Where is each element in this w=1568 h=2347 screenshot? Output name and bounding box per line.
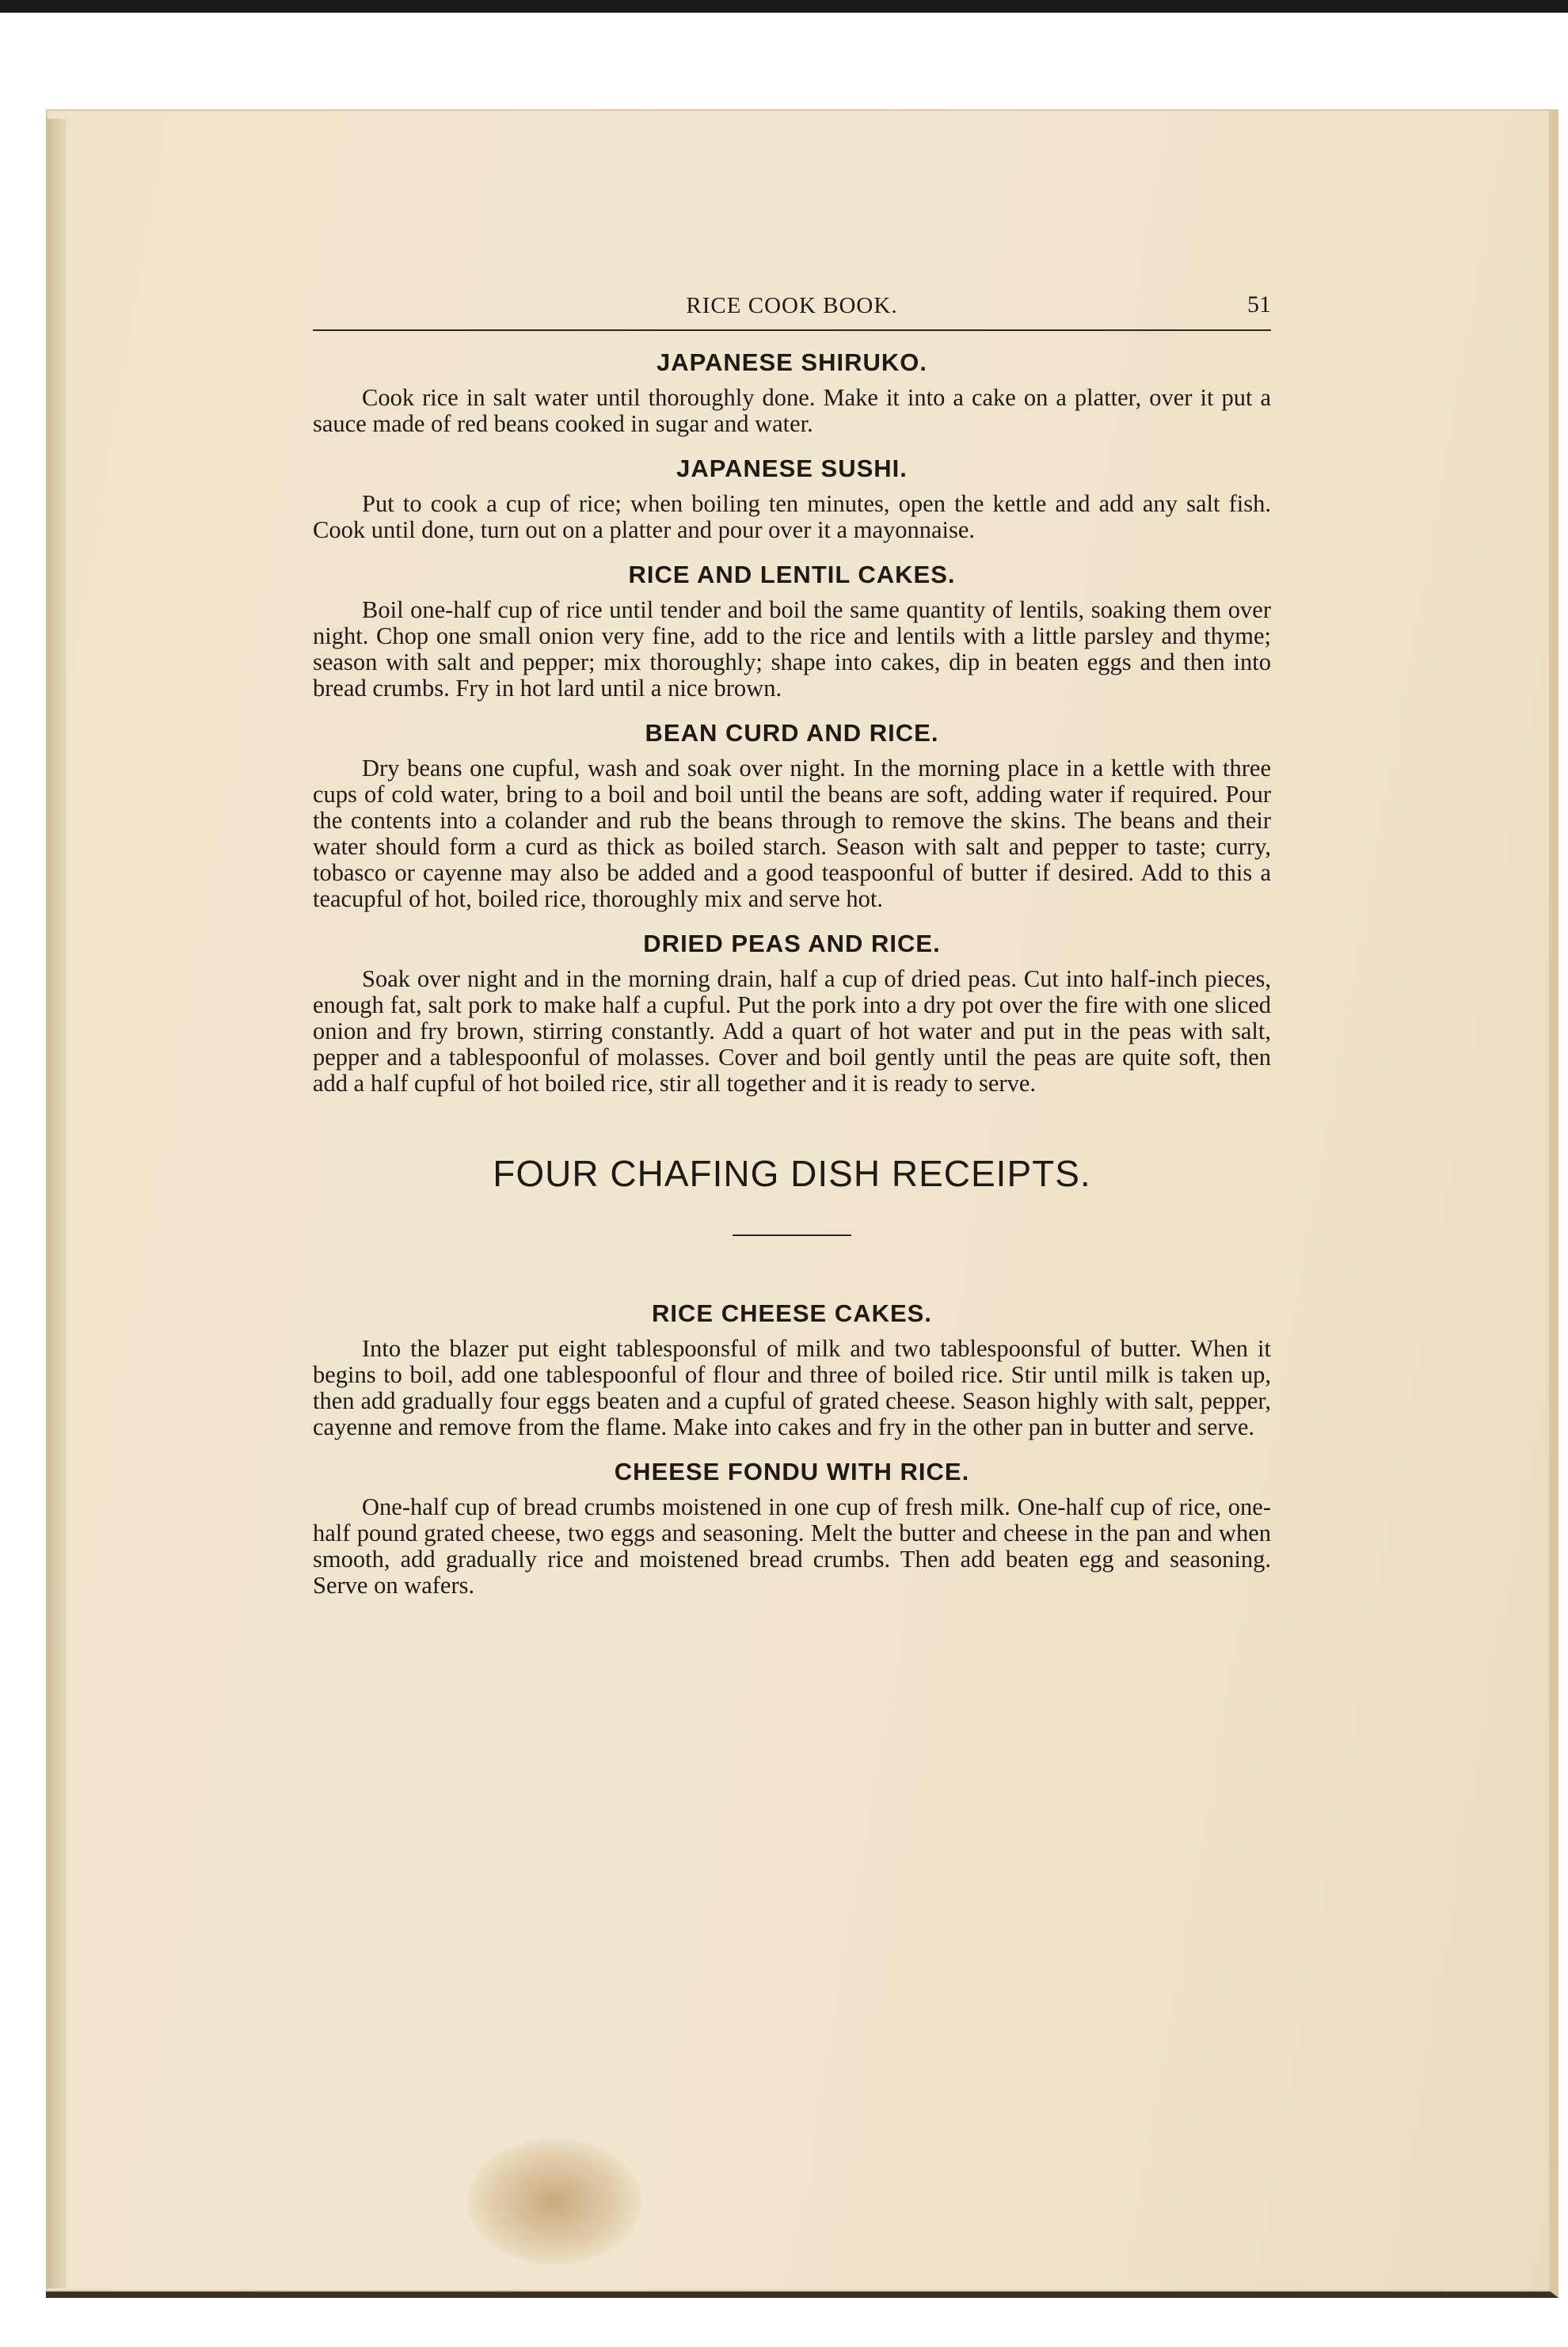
running-title: RICE COOK BOOK.	[686, 293, 898, 318]
recipe-text: Into the blazer put eight tablespoonsful of milk and two tablespoonsful of butter. When it begins to boil, add one tablespoonful of flour and three of boiled rice. Stir until milk is taken up, then add gradually four eggs beaten and a cupful of grated cheese. Season highly with salt, pepper, cayenne and remove from the flame. Make into cakes and fry in the other pan in butter and serve.	[313, 1335, 1271, 1440]
running-header	[313, 285, 1271, 331]
recipe-title: DRIED PEAS AND RICE.	[643, 930, 941, 957]
page-spine	[46, 119, 67, 2288]
page-number: 51	[1247, 291, 1271, 318]
page-content	[313, 285, 1271, 1599]
recipe	[313, 719, 1271, 912]
recipe-title: JAPANESE SUSHI.	[676, 455, 908, 482]
recipe-title: CHEESE FONDU WITH RICE.	[614, 1458, 970, 1485]
recipe-text: Put to cook a cup of rice; when boiling ten minutes, open the kettle and add any salt fish. Cook until done, turn out on a platter and pour over it a mayonnaise.	[313, 490, 1271, 543]
recipe-title: RICE CHEESE CAKES.	[652, 1299, 932, 1327]
recipe-text: Boil one-half cup of rice until tender and boil the same quantity of lentils, soaking them over night. Chop one small onion very fine, add to the rice and lentils with a little parsley and thyme; season with salt and pepper; mix thoroughly; shape into cakes, dip in beaten eggs and then into bread crumbs. Fry in hot lard until a nice brown.	[313, 596, 1271, 702]
recipe-text: Dry beans one cupful, wash and soak over night. In the morning place in a kettle with three cups of cold water, bring to a boil and boil until the beans are soft, adding water if required. Pour the contents into a colander and rub the beans through to remove the skins. The beans and their water should form a curd as thick as boiled starch. Season with salt and pepper to taste; curry, tobasco or cayenne may also be added and a good teaspoonful of butter if desired. Add to this a teacupful of hot, boiled rice, thoroughly mix and serve hot.	[313, 755, 1271, 912]
recipe	[313, 1458, 1271, 1599]
scan-top-edge	[0, 0, 1568, 13]
recipe-text: One-half cup of bread crumbs moistened in one cup of fresh milk. One-half cup of rice, one-half pound grated cheese, two eggs and seasoning. Melt the butter and cheese in the pan and when smooth, add gradually rice and moistened bread crumbs. Then add beaten egg and seasoning. Serve on wafers.	[313, 1493, 1271, 1599]
recipe-text: Soak over night and in the morning drain, half a cup of dried peas. Cut into half-inch pieces, enough fat, salt pork to make half a cupful. Put the pork into a dry pot over the fire with one sliced onion and fry brown, stirring constantly. Add a quart of hot water and put in the peas with salt, pepper and a tablespoonful of molasses. Cover and boil gently until the peas are quite soft, then add a half cupful of hot boiled rice, stir all together and it is ready to serve.	[313, 965, 1271, 1097]
recipe-title: BEAN CURD AND RICE.	[645, 719, 939, 747]
recipe	[313, 348, 1271, 437]
section-title: FOUR CHAFING DISH RECEIPTS.	[493, 1153, 1091, 1194]
recipe	[313, 930, 1271, 1097]
section-divider	[733, 1234, 851, 1236]
recipe-title: JAPANESE SHIRUKO.	[657, 348, 927, 376]
recipe	[313, 455, 1271, 543]
recipe-text: Cook rice in salt water until thoroughly done. Make it into a cake on a platter, over it put a sauce made of red beans cooked in sugar and water.	[313, 384, 1271, 437]
recipe-title: RICE AND LENTIL CAKES.	[628, 561, 956, 588]
recipe	[313, 1299, 1271, 1440]
recipe	[313, 561, 1271, 702]
water-stain	[467, 2138, 641, 2265]
